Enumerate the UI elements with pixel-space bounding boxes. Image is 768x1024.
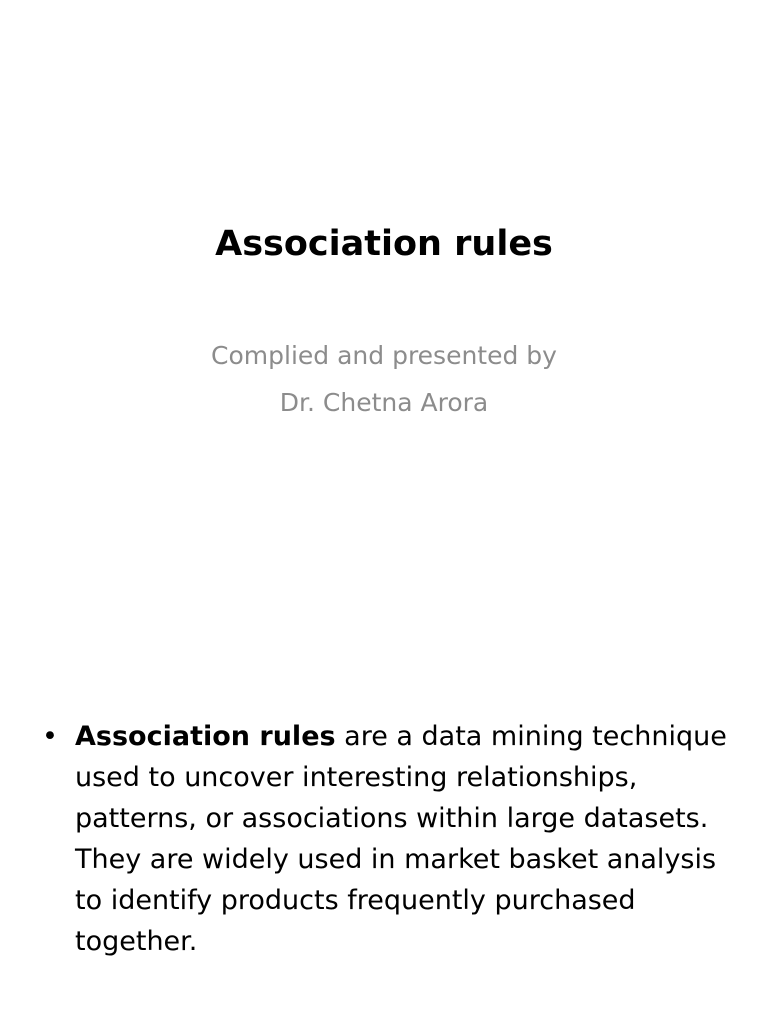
slide-subtitle — [0, 332, 768, 426]
bullet-item — [42, 716, 732, 962]
subtitle-line-1: Complied and presented by — [211, 341, 557, 370]
bullet-list — [42, 716, 732, 962]
bullet-icon: • — [42, 721, 58, 752]
slide-title: Association rules — [215, 224, 553, 264]
bullet-bold-term: Association rules — [75, 721, 336, 752]
bullet-body-text: are a data mining technique used to uncover interesting relationships, patterns, or associations within large datasets. They are widely used in market basket analysis to identify products frequently purchased together. — [75, 721, 727, 957]
bullet-text — [75, 721, 727, 957]
subtitle-line-2: Dr. Chetna Arora — [279, 388, 489, 417]
